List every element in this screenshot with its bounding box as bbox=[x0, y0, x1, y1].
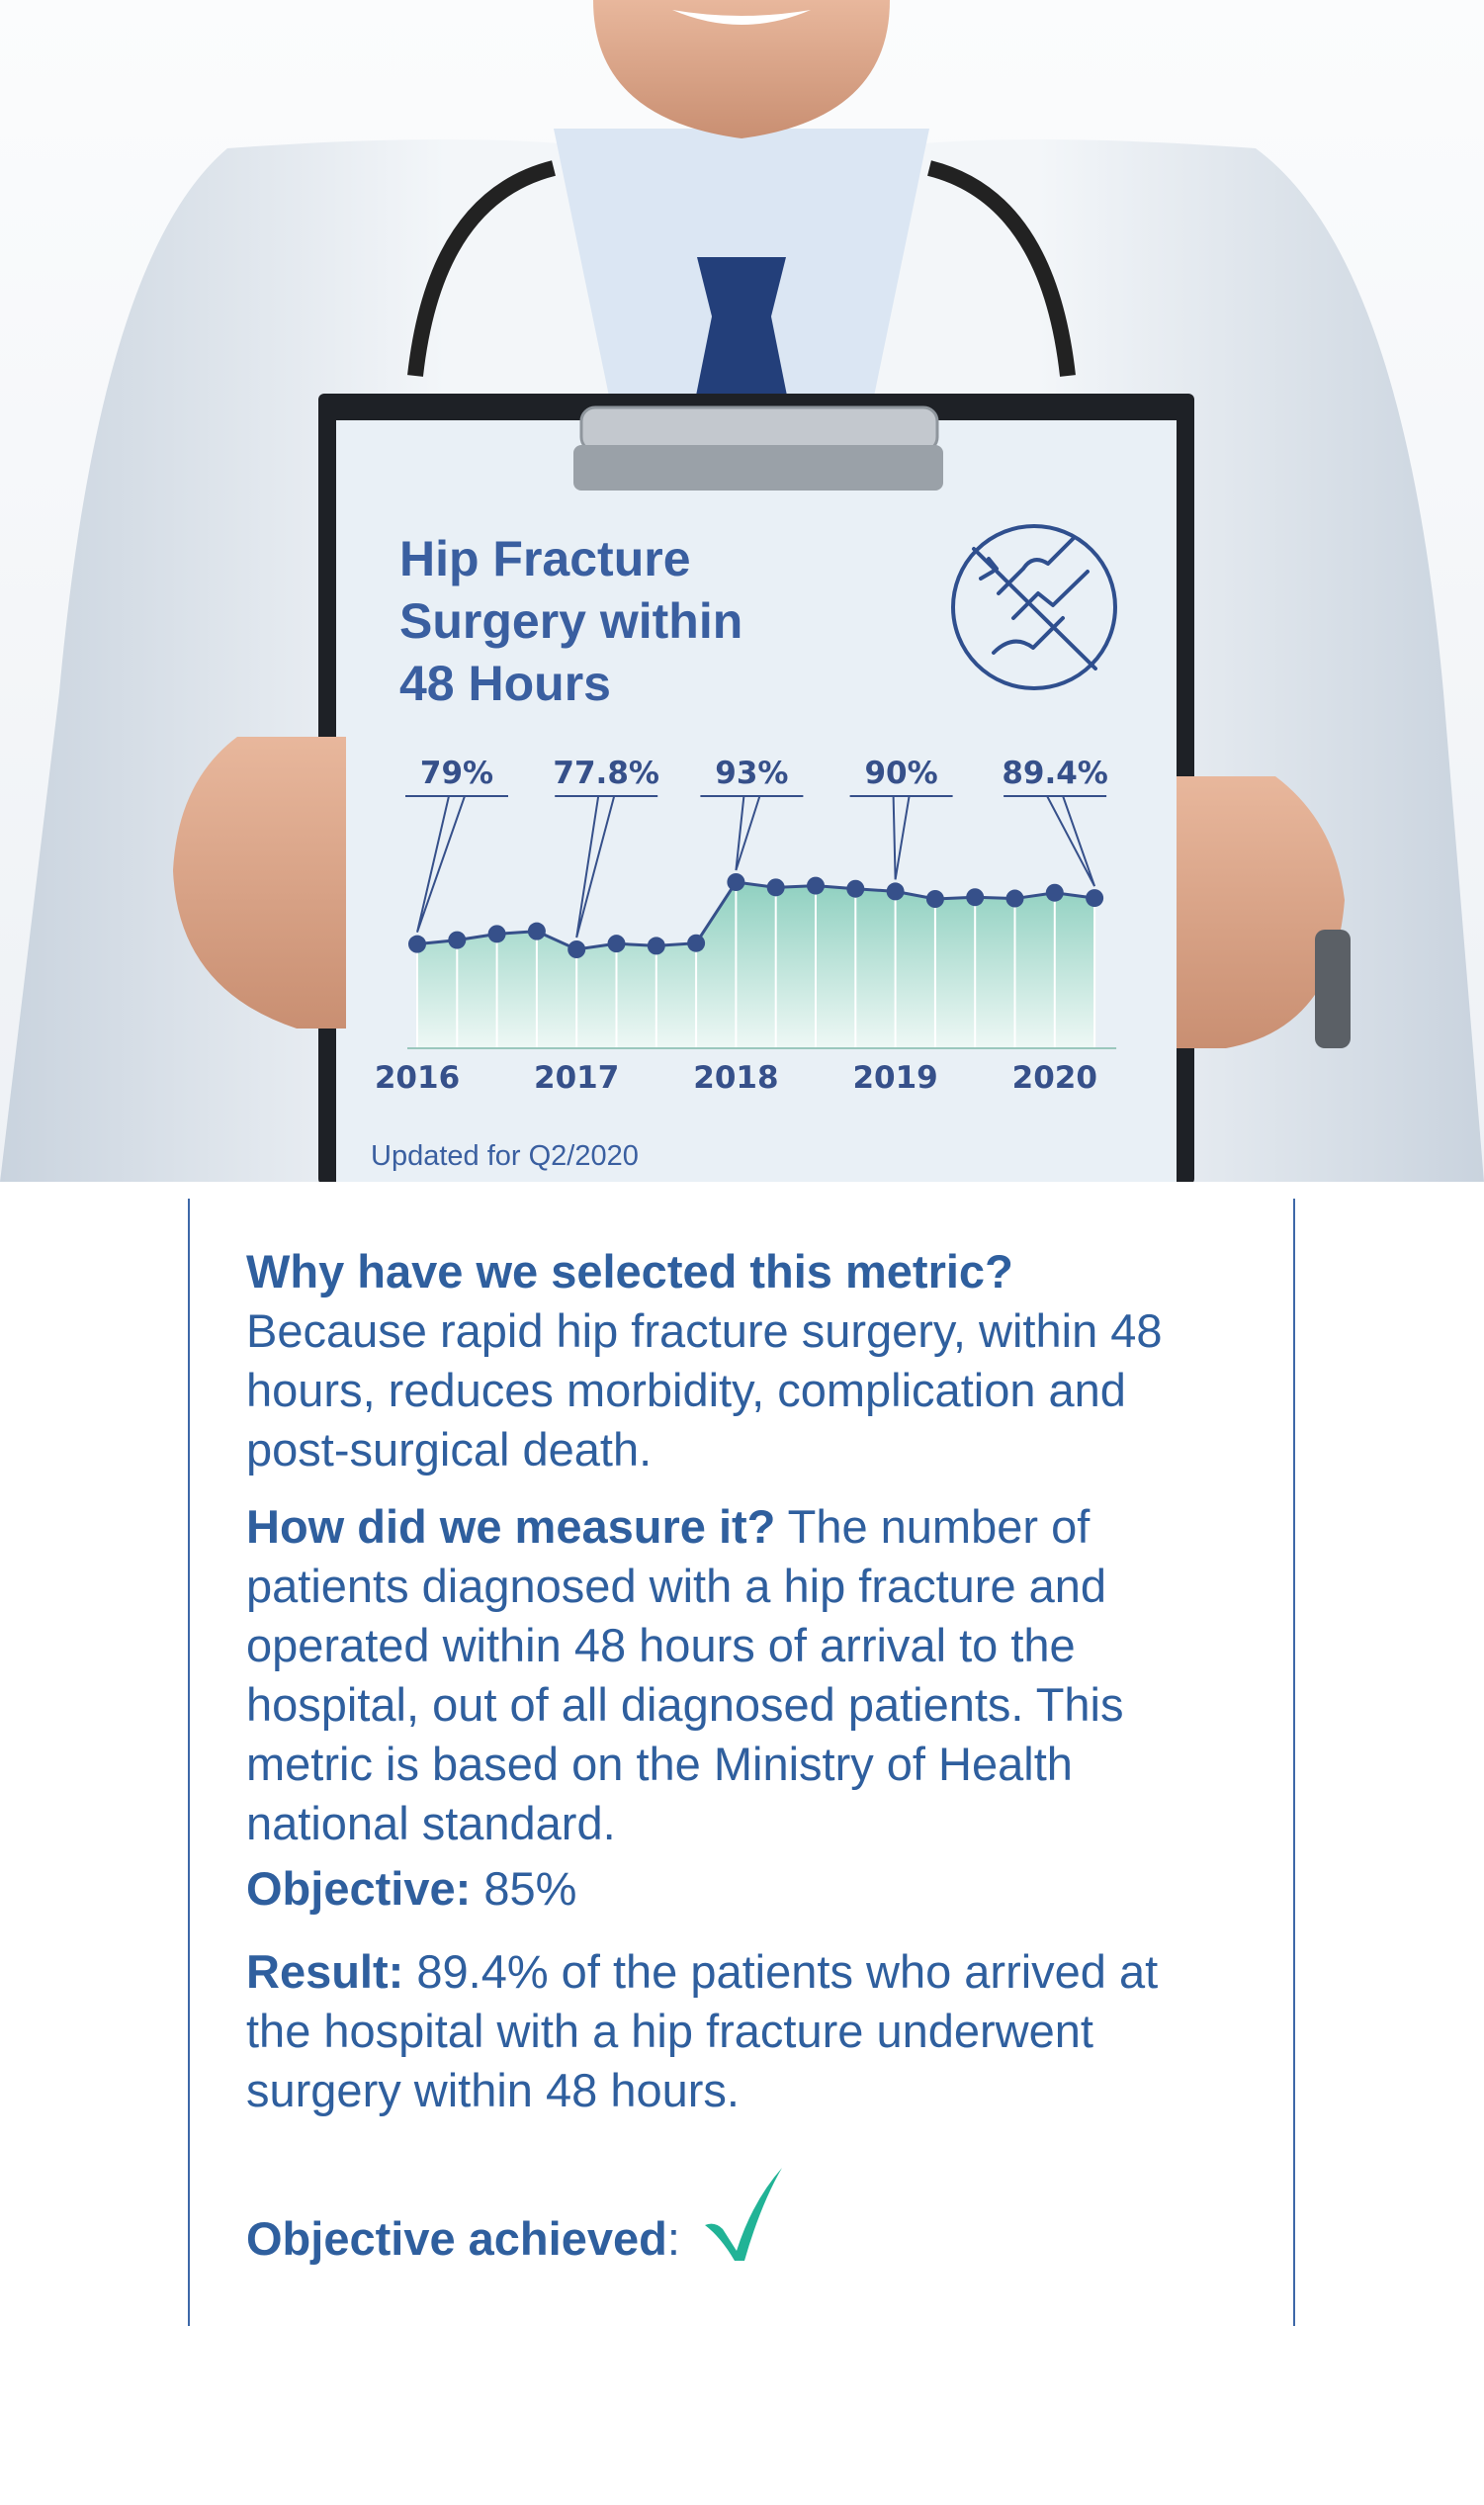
data-point bbox=[1006, 890, 1024, 908]
data-point bbox=[488, 925, 506, 942]
card-title-line-3: 48 Hours bbox=[399, 656, 611, 711]
data-point bbox=[687, 935, 705, 952]
callout-label: 79% bbox=[419, 756, 494, 791]
q2-text: The number of patients diagnosed with a hip fracture and operated within 48 hours of arrival to the hospital, out of all diagnosed patients. This metric is based on the Ministry of Health national standard. bbox=[246, 1500, 1124, 1849]
data-point bbox=[1086, 889, 1103, 907]
data-point bbox=[807, 877, 825, 895]
data-point bbox=[528, 923, 546, 940]
updated-note: Updated for Q2/2020 bbox=[371, 1140, 639, 1172]
x-tick-label: 2018 bbox=[693, 1060, 779, 1096]
result-text: 89.4% of the patients who arrived at the hospital with a hip fracture underwent surgery within 48 hours. bbox=[246, 1945, 1159, 2116]
q1-text: Because rapid hip fracture surgery, within 48 hours, reduces morbidity, complication and post-surgical death. bbox=[246, 1304, 1163, 1476]
data-point bbox=[1046, 884, 1064, 902]
x-tick-label: 2020 bbox=[1011, 1060, 1097, 1096]
q1-label: Why have we selected this metric? bbox=[246, 1245, 1013, 1297]
checkmark-icon bbox=[701, 2166, 786, 2279]
callout-label: 90% bbox=[864, 756, 938, 791]
achieved-label: Objective achieved bbox=[246, 2212, 667, 2265]
result-label: Result: bbox=[246, 1945, 404, 1998]
data-point bbox=[846, 880, 864, 898]
callout-label: 77.8% bbox=[553, 756, 659, 791]
objective-label: Objective: bbox=[246, 1862, 472, 1915]
data-point bbox=[767, 878, 785, 896]
q2-label: How did we measure it? bbox=[246, 1500, 776, 1553]
hero-photo bbox=[0, 0, 1484, 1182]
objective-value: 85% bbox=[483, 1862, 577, 1915]
result-block bbox=[246, 1942, 1235, 2120]
objective-line bbox=[246, 1859, 1235, 1919]
data-point bbox=[926, 890, 944, 908]
data-point bbox=[567, 940, 585, 958]
x-tick-label: 2017 bbox=[534, 1060, 620, 1096]
x-tick-label: 2016 bbox=[374, 1060, 461, 1096]
callout-label: 93% bbox=[715, 756, 789, 791]
card-title-line-1: Hip Fracture bbox=[399, 531, 691, 586]
wristwatch bbox=[1315, 930, 1351, 1048]
data-point bbox=[608, 935, 626, 952]
achieved-line bbox=[246, 2166, 1235, 2279]
data-point bbox=[966, 888, 984, 906]
callout-label: 89.4% bbox=[1002, 756, 1108, 791]
data-point bbox=[887, 882, 905, 900]
data-point bbox=[448, 932, 466, 949]
description-panel bbox=[188, 1199, 1295, 2326]
measurement-block bbox=[246, 1497, 1235, 1853]
data-point bbox=[648, 937, 665, 954]
card-title-line-2: Surgery within bbox=[399, 593, 743, 649]
data-point bbox=[727, 873, 744, 891]
rationale-block bbox=[246, 1242, 1235, 1479]
x-tick-label: 2019 bbox=[852, 1060, 938, 1096]
achieved-separator: : bbox=[666, 2212, 680, 2265]
data-point bbox=[408, 936, 426, 953]
